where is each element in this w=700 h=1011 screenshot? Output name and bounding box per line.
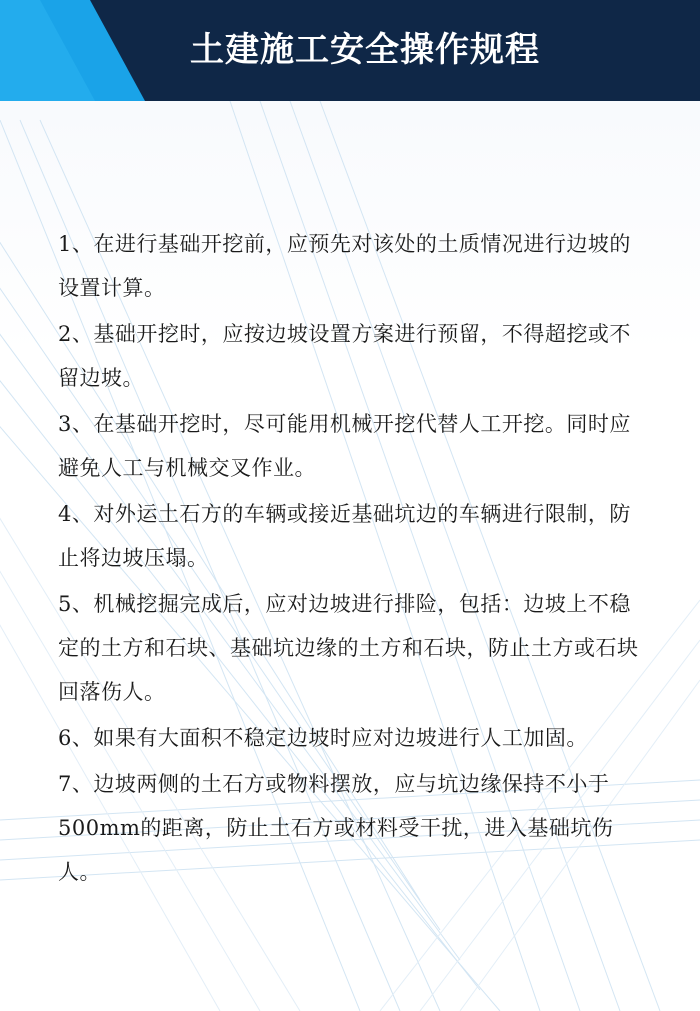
rule-item: 4、对外运土石方的车辆或接近基础坑边的车辆进行限制，防止将边坡压塌。 [58,502,631,570]
rule-item: 3、在基础开挖时，尽可能用机械开挖代替人工开挖。同时应避免人工与机械交叉作业。 [58,412,631,480]
rule-item: 1、在进行基础开挖前，应预先对该处的土质情况进行边坡的设置计算。 [58,232,631,300]
rule-item: 7、边坡两侧的土石方或物料摆放，应与坑边缘保持不小于500mm的距离，防止土石方或材料受干扰，进入基础坑伤人。 [58,772,614,884]
rule-item: 5、机械挖掘完成后，应对边坡进行排险，包括：边坡上不稳定的土方和石块、基础坑边缘的土方和石块，防止土方或石块回落伤人。 [58,592,639,704]
header-bar [0,0,700,101]
rule-item: 6、如果有大面积不稳定边坡时应对边坡进行人工加固。 [58,726,588,750]
rules-list [58,222,648,896]
page-title: 土建施工安全操作规程 [190,30,540,70]
rule-item: 2、基础开挖时，应按边坡设置方案进行预留，不得超挖或不留边坡。 [58,322,631,390]
